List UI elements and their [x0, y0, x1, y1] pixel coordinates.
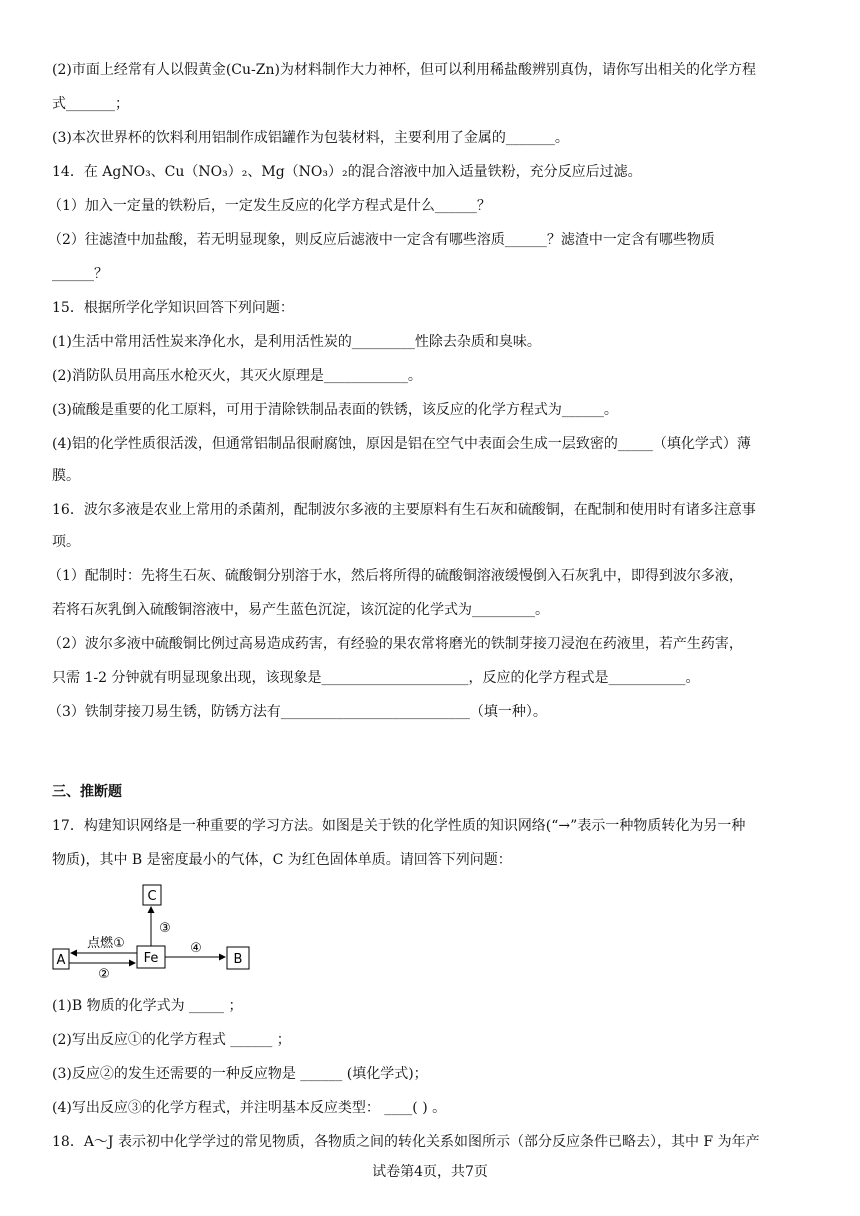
q17-stem-line2: 物质)，其中 B 是密度最小的气体，C 为红色固体单质。请回答下列问题： [52, 852, 512, 868]
q17-stem-line1: 17．构建知识网络是一种重要的学习方法。如图是关于铁的化学性质的知识网络(“→”表示一种物质转化为另一种 [52, 818, 746, 834]
box-a-label: A [56, 953, 66, 968]
q17-2-line: (2)写出反应①的化学方程式 ______ ； [52, 1032, 291, 1048]
q16-stem-line2: 项。 [52, 534, 80, 550]
q13-2-line2: 式_______； [52, 96, 129, 112]
iron-reaction-diagram [50, 880, 270, 980]
q16-stem-line1: 16．波尔多液是农业上常用的杀菌剂，配制波尔多液的主要原料有生石灰和硫酸铜，在配制和使用时有诸多注意事 [52, 502, 756, 518]
q14-2-line2: ______？ [52, 266, 108, 282]
box-c-label: C [147, 889, 157, 904]
q14-2-line1: （2）往滤渣中加盐酸，若无明显现象，则反应后滤液中一定含有哪些溶质______？滤渣中一定含有哪些物质 [48, 232, 715, 248]
q13-2-line1: (2)市面上经常有人以假黄金(Cu-Zn)为材料制作大力神杯，但可以利用稀盐酸辨别真伪，请你写出相关的化学方程 [52, 62, 756, 78]
arrowhead-a [70, 950, 77, 957]
q16-2-line2: 只需 1-2 分钟就有明显现象出现，该现象是_____________________，反应的化学方程式是___________。 [52, 670, 700, 686]
page-footer: 试卷第4页，共7页 [372, 1164, 488, 1180]
q15-stem: 15．根据所学化学知识回答下列问题： [52, 300, 294, 316]
arrowhead-c [148, 906, 155, 913]
q15-3-line: (3)硫酸是重要的化工原料，可用于清除铁制品表面的铁锈，该反应的化学方程式为______。 [52, 402, 618, 418]
q17-1-line: (1)B 物质的化学式为 _____ ； [52, 998, 243, 1014]
label-4: ④ [190, 941, 202, 956]
arrowhead-fe [129, 960, 136, 967]
q15-1-line: (1)生活中常用活性炭来净化水，是利用活性炭的_________性除去杂质和臭味。 [52, 334, 541, 350]
q17-3-line: (3)反应②的发生还需要的一种反应物是 ______ (填化学式)； [52, 1066, 428, 1082]
label-1: 点燃① [87, 936, 125, 951]
q15-4-line1: (4)铝的化学性质很活泼，但通常铝制品很耐腐蚀，原因是铝在空气中表面会生成一层致密的_____（填化学式）薄 [52, 436, 751, 452]
arrowhead-b [219, 954, 226, 961]
q13-3-line: (3)本次世界杯的饮料利用铝制作成铝罐作为包装材料，主要利用了金属的_______。 [52, 130, 569, 146]
label-3: ③ [159, 921, 171, 936]
q15-2-line: (2)消防队员用高压水枪灭火，其灭火原理是____________。 [52, 368, 422, 384]
q16-3-line: （3）铁制芽接刀易生锈，防锈方法有___________________________（填一种）。 [48, 704, 547, 720]
q18-stem: 18．A～J 表示初中化学学过的常见物质，各物质之间的转化关系如图所示（部分反应条件已略去），其中 F 为年产 [52, 1134, 760, 1150]
label-2: ② [98, 967, 110, 980]
box-fe-label: Fe [143, 951, 159, 966]
q16-2-line1: （2）波尔多液中硫酸铜比例过高易造成药害，有经验的果农常将磨光的铁制芽接刀浸泡在药液里，若产生药害， [48, 636, 743, 652]
q16-1-line1: （1）配制时：先将生石灰、硫酸铜分别溶于水，然后将所得的硫酸铜溶液缓慢倒入石灰乳中，即得到波尔多液， [48, 568, 743, 584]
box-b-label: B [233, 952, 243, 967]
q15-4-line2: 膜。 [52, 468, 80, 484]
q16-1-line2: 若将石灰乳倒入硫酸铜溶液中，易产生蓝色沉淀，该沉淀的化学式为_________。 [52, 602, 549, 618]
section-heading: 三、推断题 [52, 784, 122, 800]
q14-1-line: （1）加入一定量的铁粉后，一定发生反应的化学方程式是什么______？ [48, 198, 491, 214]
q17-4-line: (4)写出反应③的化学方程式，并注明基本反应类型： ____( ) 。 [52, 1100, 447, 1116]
q14-stem: 14．在 AgNO₃、Cu（NO₃）₂、Mg（NO₃）₂的混合溶液中加入适量铁粉，充分反应后过滤。 [52, 164, 642, 180]
